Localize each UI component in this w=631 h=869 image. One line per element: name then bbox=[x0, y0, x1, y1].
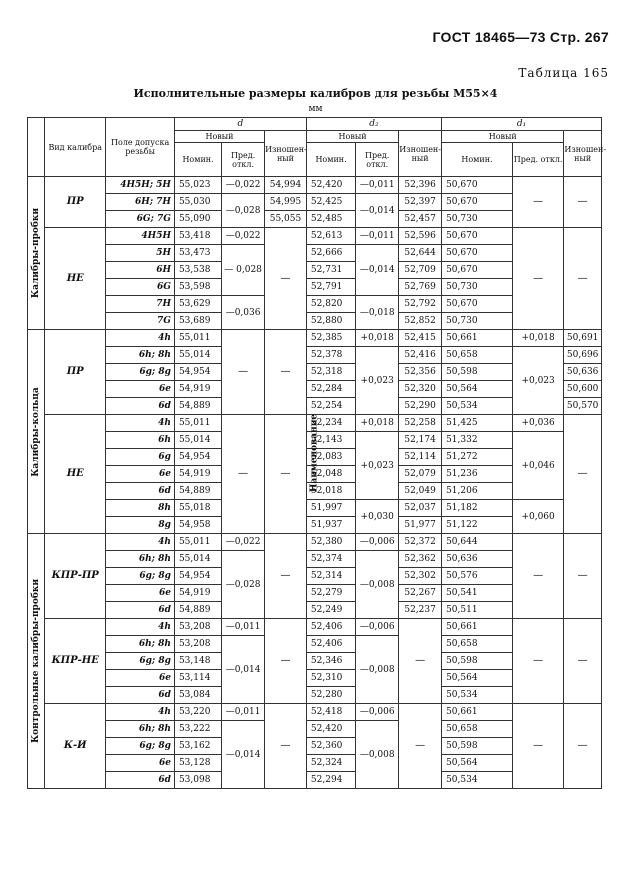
cell: —0,006 bbox=[356, 704, 399, 721]
cell: 50,598 bbox=[442, 364, 513, 381]
cell: 52,237 bbox=[399, 602, 442, 619]
cell: 51,425 bbox=[442, 415, 513, 432]
group-label: Контрольные калибры-пробки bbox=[28, 534, 45, 789]
cell: 50,564 bbox=[442, 381, 513, 398]
gauge-type: КПР-ПР bbox=[45, 534, 106, 619]
cell: —0,022 bbox=[222, 228, 265, 245]
cell: 50,598 bbox=[442, 653, 513, 670]
cell: 50,576 bbox=[442, 568, 513, 585]
table-row bbox=[28, 177, 602, 194]
gauge-type: ПР bbox=[45, 177, 106, 228]
cell: 52,249 bbox=[306, 602, 355, 619]
tolerance: 6e bbox=[106, 466, 175, 483]
cell: — bbox=[564, 228, 602, 330]
table-row bbox=[28, 534, 602, 551]
cell: —0,011 bbox=[356, 177, 399, 194]
tolerance: 6g; 8g bbox=[106, 653, 175, 670]
cell: 51,182 bbox=[442, 500, 513, 517]
cell: — bbox=[265, 330, 307, 415]
cell: 52,267 bbox=[399, 585, 442, 602]
cell: 51,997 bbox=[306, 500, 355, 517]
cell: 52,320 bbox=[399, 381, 442, 398]
col-d1-dev: Пред. откл. bbox=[512, 143, 563, 177]
cell: 54,954 bbox=[174, 449, 221, 466]
cell: 53,689 bbox=[174, 313, 221, 330]
cell: 54,889 bbox=[174, 398, 221, 415]
table-row bbox=[28, 228, 602, 245]
table-row bbox=[28, 347, 602, 364]
gauge-type: ПР bbox=[45, 330, 106, 415]
cell: —0,008 bbox=[356, 636, 399, 704]
table-unit: мм bbox=[308, 104, 323, 114]
cell: — bbox=[564, 704, 602, 789]
tolerance: 6G; 7G bbox=[106, 211, 175, 228]
col-name: Наименование bbox=[28, 118, 45, 177]
cell: —0,022 bbox=[222, 177, 265, 194]
cell: 52,346 bbox=[306, 653, 355, 670]
cell: 52,324 bbox=[306, 755, 355, 772]
cell: 53,148 bbox=[174, 653, 221, 670]
cell: —0,028 bbox=[222, 551, 265, 619]
group-label: Калибры-кольца bbox=[28, 330, 45, 534]
cell: 53,162 bbox=[174, 738, 221, 755]
cell: 50,534 bbox=[442, 687, 513, 704]
cell: 52,792 bbox=[399, 296, 442, 313]
cell: 55,018 bbox=[174, 500, 221, 517]
cell: 50,600 bbox=[564, 381, 602, 398]
cell: 50,564 bbox=[442, 670, 513, 687]
cell: — bbox=[564, 534, 602, 619]
tolerance: 7H bbox=[106, 296, 175, 313]
cell: 52,457 bbox=[399, 211, 442, 228]
cell: 52,360 bbox=[306, 738, 355, 755]
cell: 51,272 bbox=[442, 449, 513, 466]
table-row bbox=[28, 619, 602, 636]
cell: 52,314 bbox=[306, 568, 355, 585]
cell: 50,670 bbox=[442, 262, 513, 279]
tolerance: 5H bbox=[106, 245, 175, 262]
tolerance: 6d bbox=[106, 483, 175, 500]
cell: 53,629 bbox=[174, 296, 221, 313]
cell: 50,670 bbox=[442, 245, 513, 262]
cell: +0,023 bbox=[356, 347, 399, 415]
cell: 53,220 bbox=[174, 704, 221, 721]
cell: — bbox=[512, 704, 563, 789]
tolerance: 6e bbox=[106, 585, 175, 602]
cell: 55,023 bbox=[174, 177, 221, 194]
col-d1: d₁ bbox=[442, 118, 602, 131]
cell: 54,954 bbox=[174, 364, 221, 381]
col-d2-nom: Номин. bbox=[306, 143, 355, 177]
cell: 55,011 bbox=[174, 415, 221, 432]
cell: 52,018 bbox=[306, 483, 355, 500]
cell: — bbox=[512, 619, 563, 704]
cell: 52,302 bbox=[399, 568, 442, 585]
cell: —0,018 bbox=[356, 296, 399, 330]
col-type: Вид калибра bbox=[45, 118, 106, 177]
cell: +0,018 bbox=[356, 415, 399, 432]
cell: 53,084 bbox=[174, 687, 221, 704]
cell: 53,222 bbox=[174, 721, 221, 738]
cell: 52,378 bbox=[306, 347, 355, 364]
cell: 52,820 bbox=[306, 296, 355, 313]
cell: 52,420 bbox=[306, 177, 355, 194]
cell: 52,356 bbox=[399, 364, 442, 381]
cell: 52,234 bbox=[306, 415, 355, 432]
tolerance: 6d bbox=[106, 398, 175, 415]
cell: 50,670 bbox=[442, 177, 513, 194]
cell: 52,791 bbox=[306, 279, 355, 296]
cell: 52,258 bbox=[399, 415, 442, 432]
tolerance: 6H; 7H bbox=[106, 194, 175, 211]
tolerance: 6g; 8g bbox=[106, 568, 175, 585]
cell: 55,011 bbox=[174, 534, 221, 551]
tolerance: 7G bbox=[106, 313, 175, 330]
table-row bbox=[28, 330, 602, 347]
cell: 53,208 bbox=[174, 619, 221, 636]
tolerance: 4h bbox=[106, 534, 175, 551]
tolerance: 6h; 8h bbox=[106, 347, 175, 364]
cell: — bbox=[564, 619, 602, 704]
cell: 54,958 bbox=[174, 517, 221, 534]
tolerance: 6d bbox=[106, 602, 175, 619]
cell: —0,011 bbox=[222, 704, 265, 721]
cell: — bbox=[399, 619, 442, 704]
tolerance: 6h; 8h bbox=[106, 551, 175, 568]
cell: 55,011 bbox=[174, 330, 221, 347]
col-d2-dev: Пред. откл. bbox=[356, 143, 399, 177]
cell: — bbox=[399, 704, 442, 789]
cell: —0,008 bbox=[356, 551, 399, 619]
cell: 50,534 bbox=[442, 398, 513, 415]
cell: 52,644 bbox=[399, 245, 442, 262]
cell: 52,049 bbox=[399, 483, 442, 500]
group-label: Калибры-пробки bbox=[28, 177, 45, 330]
cell: 53,128 bbox=[174, 755, 221, 772]
cell: +0,030 bbox=[356, 500, 399, 534]
cell: —0,036 bbox=[222, 296, 265, 330]
cell: 52,769 bbox=[399, 279, 442, 296]
cell: 50,730 bbox=[442, 279, 513, 296]
cell: — bbox=[265, 228, 307, 330]
gauge-table bbox=[27, 117, 607, 789]
table-row bbox=[28, 704, 602, 721]
cell: 50,636 bbox=[442, 551, 513, 568]
cell: 52,048 bbox=[306, 466, 355, 483]
cell: 52,083 bbox=[306, 449, 355, 466]
cell: 52,380 bbox=[306, 534, 355, 551]
cell: 51,977 bbox=[399, 517, 442, 534]
cell: — bbox=[265, 534, 307, 619]
cell: — bbox=[222, 415, 265, 534]
cell: 52,079 bbox=[399, 466, 442, 483]
tolerance: 4H5H bbox=[106, 228, 175, 245]
col-d-nom: Номин. bbox=[174, 143, 221, 177]
cell: 52,254 bbox=[306, 398, 355, 415]
table-row bbox=[28, 500, 602, 517]
cell: 52,290 bbox=[399, 398, 442, 415]
cell: +0,060 bbox=[512, 500, 563, 534]
tolerance: 4h bbox=[106, 704, 175, 721]
cell: 50,636 bbox=[564, 364, 602, 381]
cell: — bbox=[512, 228, 563, 330]
cell: +0,046 bbox=[512, 432, 563, 500]
gauge-type: КПР-НЕ bbox=[45, 619, 106, 704]
cell: — bbox=[564, 177, 602, 228]
cell: 52,416 bbox=[399, 347, 442, 364]
cell: 50,564 bbox=[442, 755, 513, 772]
col-tolerance: Поле допуска резьбы bbox=[106, 118, 175, 177]
col-d-new: Новый bbox=[174, 131, 264, 143]
tolerance: 6H bbox=[106, 262, 175, 279]
cell: —0,014 bbox=[356, 194, 399, 228]
cell: 50,658 bbox=[442, 721, 513, 738]
col-d1-nom: Номин. bbox=[442, 143, 513, 177]
cell: 52,310 bbox=[306, 670, 355, 687]
cell: 50,658 bbox=[442, 347, 513, 364]
cell: 54,889 bbox=[174, 483, 221, 500]
cell: 50,570 bbox=[564, 398, 602, 415]
cell: 52,666 bbox=[306, 245, 355, 262]
cell: 50,661 bbox=[442, 619, 513, 636]
tolerance: 4h bbox=[106, 619, 175, 636]
cell: 52,372 bbox=[399, 534, 442, 551]
cell: 50,670 bbox=[442, 228, 513, 245]
cell: 54,919 bbox=[174, 466, 221, 483]
tolerance: 6e bbox=[106, 755, 175, 772]
cell: 52,731 bbox=[306, 262, 355, 279]
cell: — bbox=[265, 415, 307, 534]
cell: — bbox=[512, 177, 563, 228]
cell: 50,541 bbox=[442, 585, 513, 602]
cell: 50,670 bbox=[442, 296, 513, 313]
cell: 54,919 bbox=[174, 381, 221, 398]
tolerance: 6d bbox=[106, 772, 175, 789]
cell: —0,011 bbox=[222, 619, 265, 636]
cell: 50,598 bbox=[442, 738, 513, 755]
cell: 52,420 bbox=[306, 721, 355, 738]
cell: — 0,028 bbox=[222, 245, 265, 296]
tolerance: 4h bbox=[106, 330, 175, 347]
cell: —0,014 bbox=[222, 636, 265, 704]
tolerance: 6g; 8g bbox=[106, 738, 175, 755]
cell: 52,114 bbox=[399, 449, 442, 466]
gauge-type: К-И bbox=[45, 704, 106, 789]
cell: 54,889 bbox=[174, 602, 221, 619]
cell: 52,294 bbox=[306, 772, 355, 789]
col-d2: d₂ bbox=[306, 118, 441, 131]
col-d-worn: Изношен-ный bbox=[265, 131, 307, 177]
cell: 51,332 bbox=[442, 432, 513, 449]
cell: —0,022 bbox=[222, 534, 265, 551]
cell: —0,006 bbox=[356, 534, 399, 551]
cell: 53,114 bbox=[174, 670, 221, 687]
cell: — bbox=[265, 619, 307, 704]
cell: —0,011 bbox=[356, 228, 399, 245]
page-header: ГОСТ 18465—73 Стр. 267 bbox=[432, 29, 609, 45]
cell: 52,418 bbox=[306, 704, 355, 721]
cell: 54,919 bbox=[174, 585, 221, 602]
cell: 52,709 bbox=[399, 262, 442, 279]
table-title: Исполнительные размеры калибров для резьбы М55×4 bbox=[133, 87, 498, 100]
cell: —0,028 bbox=[222, 194, 265, 228]
tolerance: 6G bbox=[106, 279, 175, 296]
cell: 52,280 bbox=[306, 687, 355, 704]
table-number: Таблица 165 bbox=[518, 66, 609, 80]
cell: 53,473 bbox=[174, 245, 221, 262]
cell: 52,279 bbox=[306, 585, 355, 602]
cell: 52,362 bbox=[399, 551, 442, 568]
cell: 52,613 bbox=[306, 228, 355, 245]
tolerance: 6g bbox=[106, 449, 175, 466]
tolerance: 6h; 8h bbox=[106, 636, 175, 653]
gauge-type: НЕ bbox=[45, 415, 106, 534]
cell: +0,023 bbox=[512, 347, 563, 415]
gauge-type: НЕ bbox=[45, 228, 106, 330]
tolerance: 8h bbox=[106, 500, 175, 517]
cell: 55,090 bbox=[174, 211, 221, 228]
col-d2-new: Новый bbox=[306, 131, 398, 143]
col-d-dev: Пред. откл. bbox=[222, 143, 265, 177]
tolerance: 6h bbox=[106, 432, 175, 449]
cell: 53,418 bbox=[174, 228, 221, 245]
tolerance: 6g; 8g bbox=[106, 364, 175, 381]
cell: 54,994 bbox=[265, 177, 307, 194]
cell: 52,485 bbox=[306, 211, 355, 228]
cell: 50,534 bbox=[442, 772, 513, 789]
cell: 52,596 bbox=[399, 228, 442, 245]
cell: 52,318 bbox=[306, 364, 355, 381]
cell: 55,014 bbox=[174, 551, 221, 568]
cell: 53,538 bbox=[174, 262, 221, 279]
tolerance: 8g bbox=[106, 517, 175, 534]
cell: 52,406 bbox=[306, 619, 355, 636]
cell: +0,023 bbox=[356, 432, 399, 500]
cell: 50,670 bbox=[442, 194, 513, 211]
cell: 55,014 bbox=[174, 347, 221, 364]
cell: 50,696 bbox=[564, 347, 602, 364]
cell: 52,880 bbox=[306, 313, 355, 330]
cell: —0,006 bbox=[356, 619, 399, 636]
cell: 53,208 bbox=[174, 636, 221, 653]
tolerance: 6h; 8h bbox=[106, 721, 175, 738]
cell: 55,030 bbox=[174, 194, 221, 211]
cell: 50,658 bbox=[442, 636, 513, 653]
cell: 52,143 bbox=[306, 432, 355, 449]
cell: 52,406 bbox=[306, 636, 355, 653]
cell: — bbox=[512, 534, 563, 619]
cell: 50,730 bbox=[442, 211, 513, 228]
cell: 50,730 bbox=[442, 313, 513, 330]
cell: 51,236 bbox=[442, 466, 513, 483]
cell: —0,008 bbox=[356, 721, 399, 789]
cell: 52,397 bbox=[399, 194, 442, 211]
cell: 50,691 bbox=[564, 330, 602, 347]
col-d2-worn: Изношен-ный bbox=[399, 131, 442, 177]
cell: 52,037 bbox=[399, 500, 442, 517]
cell: +0,036 bbox=[512, 415, 563, 432]
tolerance: 6e bbox=[106, 381, 175, 398]
cell: 55,055 bbox=[265, 211, 307, 228]
cell: 51,937 bbox=[306, 517, 355, 534]
cell: 50,661 bbox=[442, 704, 513, 721]
cell: 54,954 bbox=[174, 568, 221, 585]
tolerance: 6e bbox=[106, 670, 175, 687]
cell: 52,415 bbox=[399, 330, 442, 347]
cell: —0,014 bbox=[356, 245, 399, 296]
tolerance: 4H5H; 5H bbox=[106, 177, 175, 194]
cell: 53,098 bbox=[174, 772, 221, 789]
cell: 52,396 bbox=[399, 177, 442, 194]
cell: 50,511 bbox=[442, 602, 513, 619]
cell: 51,122 bbox=[442, 517, 513, 534]
tolerance: 4h bbox=[106, 415, 175, 432]
cell: 50,644 bbox=[442, 534, 513, 551]
cell: 50,661 bbox=[442, 330, 513, 347]
cell: 52,852 bbox=[399, 313, 442, 330]
cell: — bbox=[564, 415, 602, 534]
cell: 54,995 bbox=[265, 194, 307, 211]
cell: 55,014 bbox=[174, 432, 221, 449]
col-d1-worn: Изношен-ный bbox=[564, 131, 602, 177]
cell: 51,206 bbox=[442, 483, 513, 500]
col-d: d bbox=[174, 118, 306, 131]
cell: 52,425 bbox=[306, 194, 355, 211]
cell: +0,018 bbox=[356, 330, 399, 347]
cell: 52,385 bbox=[306, 330, 355, 347]
cell: — bbox=[265, 704, 307, 789]
cell: +0,018 bbox=[512, 330, 563, 347]
cell: — bbox=[222, 330, 265, 415]
col-d1-new: Новый bbox=[442, 131, 564, 143]
cell: 52,374 bbox=[306, 551, 355, 568]
cell: —0,014 bbox=[222, 721, 265, 789]
cell: 53,598 bbox=[174, 279, 221, 296]
cell: 52,174 bbox=[399, 432, 442, 449]
cell: 52,284 bbox=[306, 381, 355, 398]
tolerance: 6d bbox=[106, 687, 175, 704]
